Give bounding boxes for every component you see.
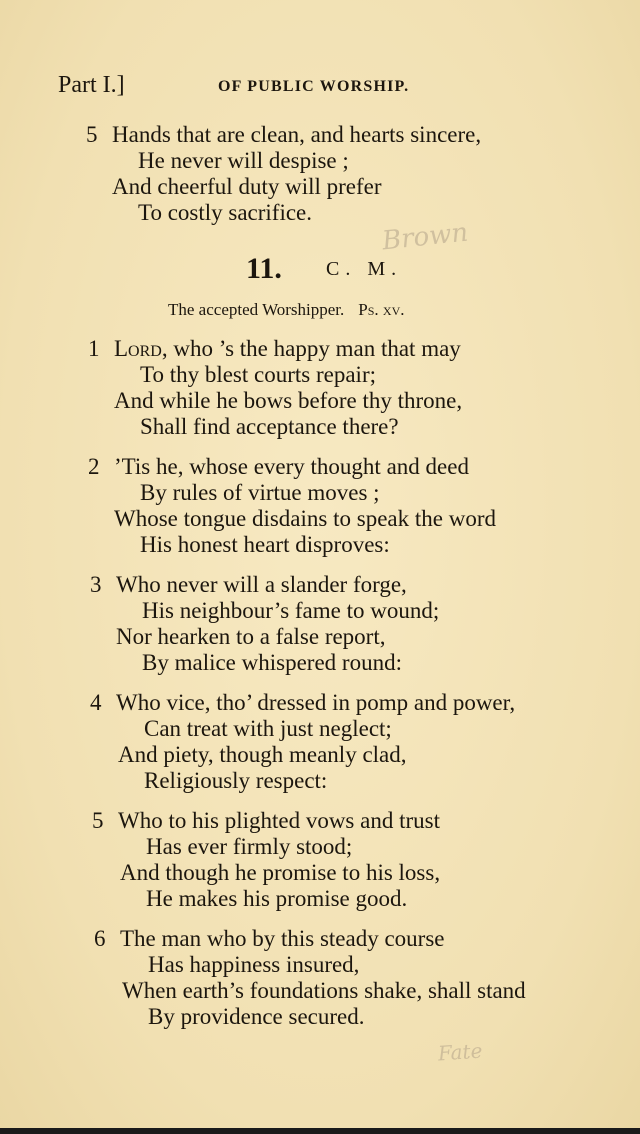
running-header (58, 72, 618, 104)
small-caps-word: Lord (114, 336, 162, 361)
subtitle-text: The accepted Worshipper. (168, 300, 345, 319)
verse-line: Shall find acceptance there? (140, 414, 399, 439)
hymn-meter: C. M. (326, 258, 403, 280)
verse-line: He never will despise ; (138, 148, 349, 173)
pencil-annotation: Fate (437, 1038, 484, 1066)
pencil-annotation: Brown (380, 217, 470, 257)
verse-line: He makes his promise good. (146, 886, 408, 911)
verse-line: Nor hearken to a false report, (116, 624, 386, 649)
verse-line: To thy blest courts repair; (140, 362, 376, 387)
psalm-reference: Ps. xv. (358, 300, 405, 319)
verse-line: Can treat with just neglect; (144, 716, 392, 741)
stanza-number: 3 (90, 572, 102, 597)
verse-line: ’Tis he, whose every thought and deed (114, 454, 469, 479)
verse-line: Whose tongue disdains to speak the word (114, 506, 496, 531)
verse-line: To costly sacrifice. (138, 200, 313, 225)
verse-line: Has happiness insured, (148, 952, 360, 977)
verse-line: And cheerful duty will prefer (112, 174, 382, 199)
stanza-number: 5 (92, 808, 104, 833)
verse-line: And though he promise to his loss, (120, 860, 441, 885)
verse-line: Who vice, tho’ dressed in pomp and power, (116, 690, 516, 715)
verse-line: Who to his plighted vows and trust (118, 808, 440, 833)
stanza-number: 4 (90, 690, 102, 715)
verse-line: And while he bows before thy throne, (114, 388, 463, 413)
stanza-number: 1 (88, 336, 100, 361)
verse-line: When earth’s foundations shake, shall stand (122, 978, 526, 1003)
verse-line: Who never will a slander forge, (116, 572, 407, 597)
verse-line: Lord, who ’s the happy man that may (114, 336, 461, 361)
verse-line: And piety, though meanly clad, (118, 742, 407, 767)
verse-line: The man who by this steady course (120, 926, 445, 951)
page-title: OF PUBLIC WORSHIP. (218, 78, 410, 95)
stanza-number: 6 (94, 926, 106, 951)
part-label: Part I.] (58, 72, 125, 98)
hymn-subtitle (168, 300, 405, 320)
verse-line: By rules of virtue moves ; (140, 480, 380, 505)
verse-line: Hands that are clean, and hearts sincere, (112, 122, 482, 147)
verse-line: By providence secured. (148, 1004, 365, 1029)
verse-line: His neighbour’s fame to wound; (142, 598, 440, 623)
hymn-number: 11. (246, 252, 282, 285)
verse-line: Religiously respect: (144, 768, 328, 793)
verse-line: By malice whispered round: (142, 650, 402, 675)
bottom-edge (0, 1128, 640, 1134)
verse-line: His honest heart disproves: (140, 532, 390, 557)
stanza-number: 5 (86, 122, 98, 147)
stanza-number: 2 (88, 454, 100, 479)
verse-line: Has ever firmly stood; (146, 834, 353, 859)
